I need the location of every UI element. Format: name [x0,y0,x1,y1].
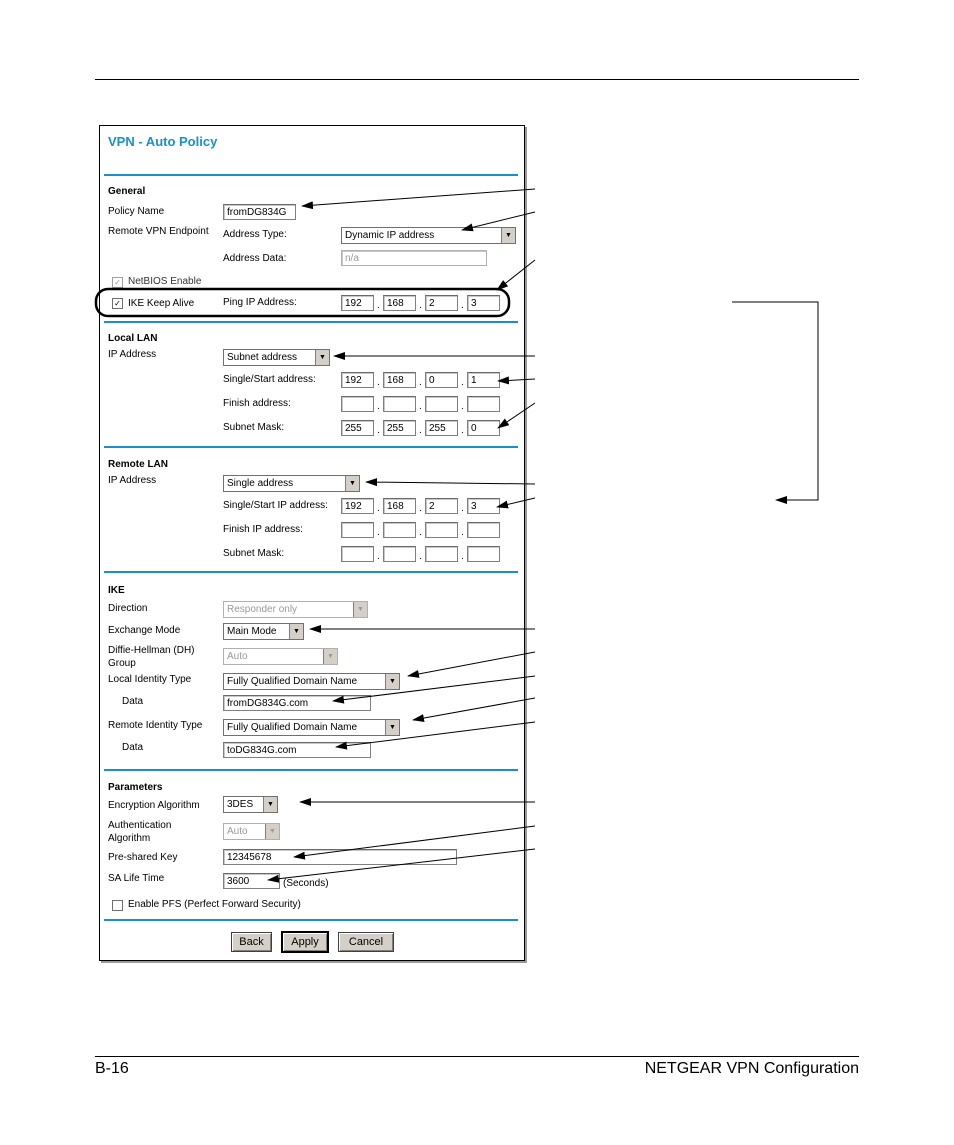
remote-start-octet-3[interactable]: 2 [425,498,458,514]
encryption-select[interactable] [223,796,278,813]
ike-keepalive-label: IKE Keep Alive [128,298,195,309]
chevron-down-icon[interactable]: ▼ [323,649,337,664]
chevron-down-icon[interactable]: ▼ [265,824,279,839]
encryption-label: Encryption Algorithm [108,800,200,811]
ike-heading: IKE [108,585,125,596]
remote-start-octet-1[interactable]: 192 [341,498,374,514]
section-divider [104,174,518,176]
dh-group-select[interactable] [223,648,338,665]
remote-finish-label: Finish IP address: [223,524,303,535]
local-ip-label: IP Address [108,349,157,360]
local-ip-type-select[interactable] [223,349,330,366]
remote-identity-label: Remote Identity Type [108,720,203,731]
authentication-label-line1: Authentication [108,820,172,831]
ip-dot: . [377,527,380,538]
authentication-value: Auto [227,826,248,837]
ip-dot: . [377,551,380,562]
local-start-octet-3[interactable]: 0 [425,372,458,388]
general-heading: General [108,186,146,197]
ping-ip-octet-3[interactable]: 2 [425,295,458,311]
vpn-auto-policy-screenshot [99,125,525,961]
address-type-label: Address Type: [223,229,287,240]
local-finish-octet-3[interactable] [425,396,458,412]
ip-dot: . [419,425,422,436]
bracket-arrow [732,302,818,500]
footer-rule [95,1056,859,1057]
dh-label-line1: Diffie-Hellman (DH) [108,645,195,656]
footer-doc-title: NETGEAR VPN Configuration [644,1060,859,1077]
remote-identity-value: Fully Qualified Domain Name [227,722,358,733]
sa-lifetime-input[interactable]: 3600 [223,873,280,889]
direction-value: Responder only [227,604,298,615]
ip-dot: . [461,300,464,311]
remote-ip-type-select[interactable] [223,475,360,492]
page-title: VPN - Auto Policy [108,134,218,149]
remote-data-label: Data [122,742,144,753]
address-data-input[interactable]: n/a [341,250,487,266]
local-identity-select[interactable] [223,673,400,690]
remote-ip-type-value: Single address [227,478,294,489]
back-button[interactable]: Back [231,932,272,952]
dh-group-value: Auto [227,651,248,662]
psk-input[interactable]: 12345678 [223,849,457,865]
local-finish-label: Finish address: [223,398,291,409]
remote-mask-label: Subnet Mask: [223,548,285,559]
local-mask-octet-3[interactable]: 255 [425,420,458,436]
local-start-label: Single/Start address: [223,374,316,385]
local-mask-octet-4[interactable]: 0 [467,420,500,436]
ip-dot: . [461,527,464,538]
remote-ip-label: IP Address [108,475,157,486]
remote-start-octet-2[interactable]: 168 [383,498,416,514]
section-divider [104,446,518,448]
ip-dot: . [461,377,464,388]
ip-dot: . [419,527,422,538]
ip-dot: . [419,503,422,514]
chevron-down-icon[interactable]: ▼ [501,228,515,243]
ping-ip-octet-1[interactable]: 192 [341,295,374,311]
local-data-input[interactable]: fromDG834G.com [223,695,371,711]
ip-dot: . [419,377,422,388]
ip-dot: . [377,503,380,514]
local-ip-type-value: Subnet address [227,352,298,363]
encryption-value: 3DES [227,799,254,810]
remote-mask-octet-2[interactable] [383,546,416,562]
address-type-value: Dynamic IP address [345,230,435,241]
remote-mask-octet-1[interactable] [341,546,374,562]
address-data-label: Address Data: [223,253,287,264]
direction-label: Direction [108,603,148,614]
local-identity-value: Fully Qualified Domain Name [227,676,358,687]
local-start-octet-2[interactable]: 168 [383,372,416,388]
local-start-octet-1[interactable]: 192 [341,372,374,388]
remote-start-octet-4[interactable]: 3 [467,498,500,514]
ping-ip-label: Ping IP Address: [223,297,297,308]
local-mask-octet-1[interactable]: 255 [341,420,374,436]
section-divider [104,571,518,573]
remote-mask-octet-3[interactable] [425,546,458,562]
ike-keepalive-checkbox[interactable]: ✓ [112,298,123,309]
remote-start-label: Single/Start IP address: [223,500,328,511]
header-rule [95,79,859,80]
local-data-label: Data [122,696,144,707]
address-type-select[interactable] [341,227,516,244]
chevron-down-icon[interactable]: ▼ [345,476,359,491]
ip-dot: . [419,401,422,412]
ip-dot: . [461,425,464,436]
sa-lifetime-unit: (Seconds) [283,878,329,889]
local-mask-octet-2[interactable]: 255 [383,420,416,436]
exchange-mode-value: Main Mode [227,626,277,637]
policy-name-input[interactable]: fromDG834G [223,204,296,220]
footer-page-number: B-16 [95,1060,129,1077]
exchange-mode-select[interactable] [223,623,304,640]
dh-label-line2: Group [108,658,136,669]
section-divider [104,769,518,771]
remote-data-input[interactable]: toDG834G.com [223,742,371,758]
remote-finish-octet-4[interactable] [467,522,500,538]
chevron-down-icon[interactable]: ▼ [385,674,399,689]
netbios-label: NetBIOS Enable [128,276,202,287]
ip-dot: . [461,551,464,562]
exchange-mode-label: Exchange Mode [108,625,181,636]
remote-finish-octet-1[interactable] [341,522,374,538]
local-finish-octet-2[interactable] [383,396,416,412]
ping-ip-octet-2[interactable]: 168 [383,295,416,311]
chevron-down-icon[interactable]: ▼ [263,797,277,812]
ip-dot: . [419,300,422,311]
ip-dot: . [377,401,380,412]
ip-dot: . [377,300,380,311]
policy-name-label: Policy Name [108,206,165,217]
ip-dot: . [461,401,464,412]
chevron-down-icon[interactable]: ▼ [353,602,367,617]
local-lan-heading: Local LAN [108,333,158,344]
ip-dot: . [377,425,380,436]
ip-dot: . [419,551,422,562]
direction-select[interactable] [223,601,368,618]
remote-identity-select[interactable] [223,719,400,736]
chevron-down-icon[interactable]: ▼ [315,350,329,365]
chevron-down-icon[interactable]: ▼ [289,624,303,639]
local-mask-label: Subnet Mask: [223,422,285,433]
section-divider [104,321,518,323]
section-divider [104,919,518,921]
parameters-heading: Parameters [108,782,163,793]
ip-dot: . [461,503,464,514]
pfs-label: Enable PFS (Perfect Forward Security) [128,899,301,910]
netbios-checkbox[interactable]: ✓ [112,277,123,288]
remote-mask-octet-4[interactable] [467,546,500,562]
ip-dot: . [377,377,380,388]
psk-label: Pre-shared Key [108,852,178,863]
remote-endpoint-label: Remote VPN Endpoint [108,226,209,237]
remote-finish-octet-2[interactable] [383,522,416,538]
local-finish-octet-4[interactable] [467,396,500,412]
chevron-down-icon[interactable]: ▼ [385,720,399,735]
local-identity-label: Local Identity Type [108,674,192,685]
cancel-button[interactable]: Cancel [338,932,394,952]
pfs-checkbox[interactable] [112,900,123,911]
apply-button[interactable]: Apply [281,931,329,953]
remote-finish-octet-3[interactable] [425,522,458,538]
local-start-octet-4[interactable]: 1 [467,372,500,388]
authentication-label-line2: Algorithm [108,833,151,844]
sa-lifetime-label: SA Life Time [108,873,165,884]
local-finish-octet-1[interactable] [341,396,374,412]
remote-lan-heading: Remote LAN [108,459,169,470]
authentication-select[interactable] [223,823,280,840]
ping-ip-octet-4[interactable]: 3 [467,295,500,311]
